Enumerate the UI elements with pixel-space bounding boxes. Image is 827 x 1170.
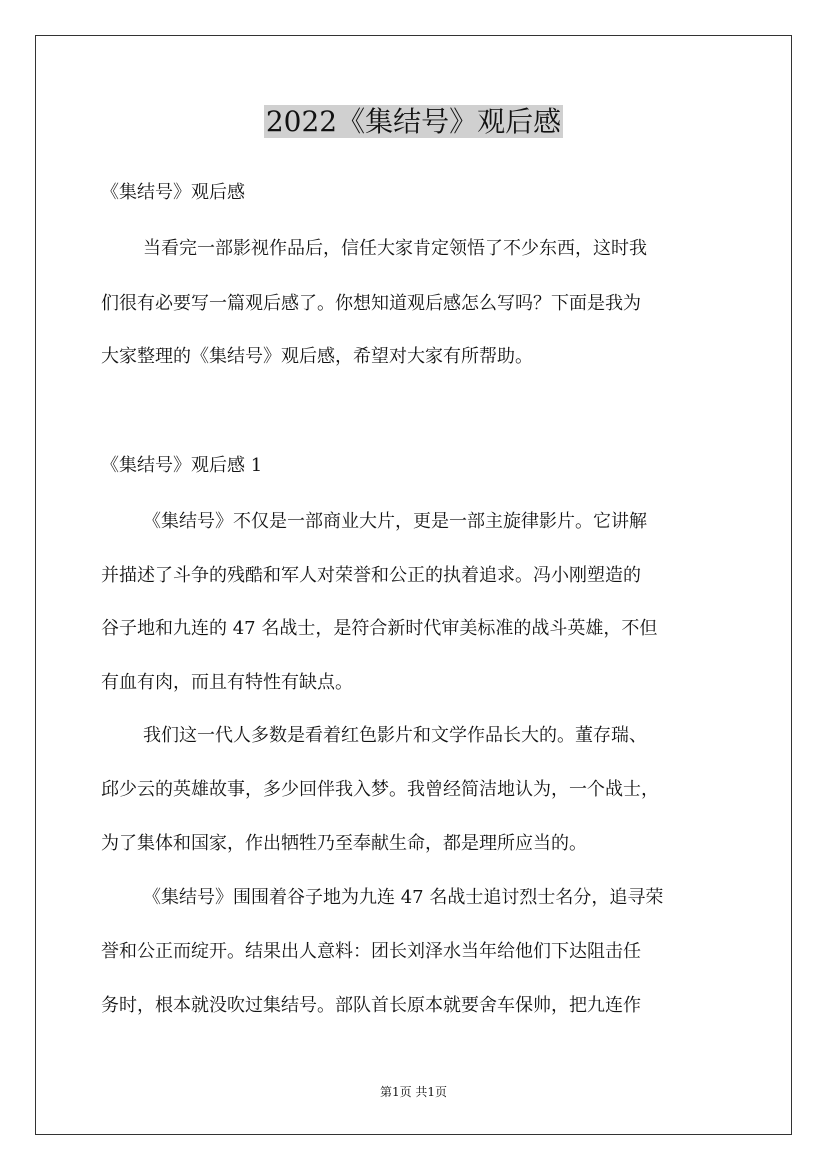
intro-line: 们很有必要写一篇观后感了。你想知道观后感怎么写吗？下面是我为 bbox=[101, 293, 641, 314]
paragraph-line: 为了集体和国家，作出牺牲乃至奉献生命，都是理所应当的。 bbox=[101, 833, 587, 854]
paragraph-line: 《集结号》不仅是一部商业大片，更是一部主旋律影片。它讲解 bbox=[143, 511, 647, 532]
intro-line: 大家整理的《集结号》观后感，希望对大家有所帮助。 bbox=[101, 346, 533, 367]
paragraph-line: 并描述了斗争的残酷和军人对荣誉和公正的执着追求。冯小刚塑造的 bbox=[101, 565, 641, 586]
sub-heading: 《集结号》观后感 1 bbox=[101, 455, 263, 476]
document-title bbox=[0, 101, 827, 142]
section-heading: 《集结号》观后感 bbox=[101, 182, 245, 203]
intro-line: 当看完一部影视作品后，信任大家肯定领悟了不少东西，这时我 bbox=[143, 238, 647, 259]
paragraph-line: 《集结号》围围着谷子地为九连 47 名战士追讨烈士名分，追寻荣 bbox=[143, 887, 664, 908]
paragraph-line: 谷子地和九连的 47 名战士，是符合新时代审美标准的战斗英雄，不但 bbox=[101, 618, 658, 639]
paragraph-line: 有血有肉，而且有特性有缺点。 bbox=[101, 672, 353, 693]
document-title-text: 2022《集结号》观后感 bbox=[265, 105, 562, 138]
paragraph-line: 务时，根本就没吹过集结号。部队首长原本就要舍车保帅，把九连作 bbox=[101, 995, 641, 1016]
page-footer: 第1页 共1页 bbox=[379, 1085, 448, 1099]
paragraph-line: 我们这一代人多数是看着红色影片和文学作品长大的。董存瑞、 bbox=[143, 725, 647, 746]
paragraph-line: 誉和公正而绽开。结果出人意料：团长刘泽水当年给他们下达阻击任 bbox=[101, 941, 641, 962]
paragraph-line: 邱少云的英雄故事，多少回伴我入梦。我曾经简洁地认为，一个战士， bbox=[101, 779, 659, 800]
